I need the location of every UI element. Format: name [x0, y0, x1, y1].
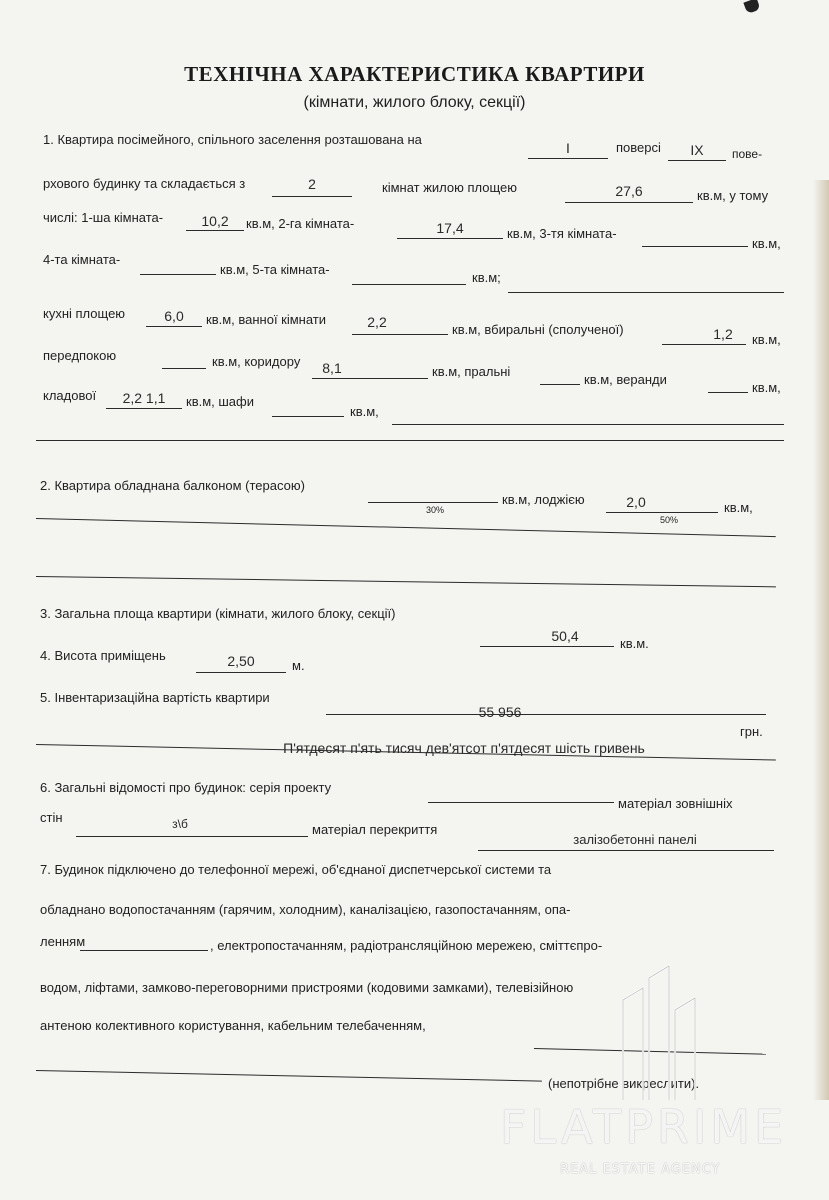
kitchen-line	[146, 326, 202, 327]
s7-footnote-line	[36, 1070, 542, 1082]
s7-line5: антеною колективного користування, кабельним телебаченням,	[40, 1018, 426, 1033]
heating-line	[80, 950, 208, 951]
closet-label: кв.м, шафи	[186, 394, 254, 409]
toilet-line	[662, 344, 746, 345]
closet-line	[272, 416, 344, 417]
height-unit: м.	[292, 658, 305, 673]
room2-label: кв.м, 2-га кімната-	[246, 216, 355, 231]
s2-line-b	[36, 576, 776, 587]
veranda-label: кв.м, веранди	[584, 372, 667, 387]
laundry-line	[540, 384, 580, 385]
room3-label: кв.м, 3-тя кімната-	[507, 226, 617, 241]
room4-line	[140, 274, 216, 275]
s1-closet-filler	[392, 424, 784, 425]
inventory-value-label: 5. Інвентаризаційна вартість квартири	[40, 690, 270, 705]
s1-line1-text: 1. Квартира посімейного, спільного заселення розташована на	[43, 132, 422, 147]
storage-label: кладової	[43, 388, 97, 403]
total-area-label: 3. Загальна площа квартири (кімнати, жилого блоку, секції)	[40, 606, 396, 621]
floor-value: I	[566, 140, 570, 156]
corridor-line	[312, 378, 428, 379]
rooms-label: кімнат жилою площею	[382, 180, 518, 195]
toilet-value: 1,2	[713, 326, 733, 342]
series-line	[428, 802, 614, 803]
inventory-currency: грн.	[740, 724, 763, 739]
floors-material-line	[478, 850, 774, 851]
page-edge-stain	[813, 180, 829, 1100]
living-area-unit: кв.м, у тому	[697, 188, 769, 203]
s7-footnote: (непотрібне викреслити).	[548, 1076, 700, 1091]
rooms-value: 2	[308, 176, 316, 192]
watermark-building-logo-icon	[613, 960, 703, 1100]
inventory-value: 55 956	[478, 704, 522, 720]
floor-label: поверсі	[616, 140, 661, 155]
s1-end-line	[36, 440, 784, 441]
bath-label: кв.м, ванної кімнати	[206, 312, 327, 327]
s7-line1: 7. Будинок підключено до телефонної мережі, об'єднаної диспетчерської системи та	[40, 862, 552, 877]
s7-line3b: , електропостачанням, радіотрансляційною мережею, сміттєпро-	[210, 938, 603, 953]
document-subtitle: (кімнати, жилого блоку, секції)	[303, 94, 526, 111]
living-area-line	[565, 202, 693, 203]
room4-label: 4-та кімната-	[43, 252, 121, 267]
storage-line	[106, 408, 182, 409]
toilet-unit: кв.м,	[752, 332, 781, 347]
room2-value: 17,4	[436, 220, 464, 236]
hall-line	[162, 368, 206, 369]
loggia-line	[606, 512, 718, 513]
walls-value: з\б	[172, 817, 188, 831]
room2-line	[397, 238, 503, 239]
balcony-pct: 30%	[426, 505, 445, 515]
loggia-unit: кв.м,	[724, 500, 753, 515]
loggia-pct: 50%	[660, 515, 679, 525]
balcony-label: 2. Квартира обладнана балконом (терасою)	[40, 478, 305, 493]
room5-line	[352, 284, 466, 285]
storage-value: 2,2 1,1	[122, 390, 166, 406]
floors-material-value: залізобетонні панелі	[573, 832, 697, 847]
toilet-label: кв.м, вбиральні (сполученої)	[452, 322, 624, 337]
walls-line	[76, 836, 308, 837]
floor-line	[528, 158, 608, 159]
room5-label: кв.м, 5-та кімната-	[220, 262, 330, 277]
closet-unit: кв.м,	[350, 404, 379, 419]
laundry-label: кв.м, пральні	[432, 364, 511, 379]
veranda-line	[708, 392, 748, 393]
room1-line	[186, 230, 244, 231]
rooms-line	[272, 196, 352, 197]
loggia-value: 2,0	[626, 494, 646, 510]
walls-label-a: матеріал зовнішніх	[618, 796, 733, 811]
kitchen-label: кухні площею	[43, 306, 126, 321]
room3-unit: кв.м,	[752, 236, 781, 251]
s7-line2: обладнано водопостачанням (гарячим, холодним), каналізацією, газопостачанням, опа-	[40, 902, 571, 917]
loggia-label: кв.м, лоджією	[502, 492, 585, 507]
s1-line2-text: рхового будинку та складається з	[43, 176, 246, 191]
total-area-line	[480, 646, 614, 647]
s7-line3a: ленням	[40, 934, 86, 949]
kitchen-value: 6,0	[164, 308, 184, 324]
corridor-value: 8,1	[322, 360, 342, 376]
veranda-unit: кв.м,	[752, 380, 781, 395]
inventory-value-words: П'ятдесят п'ять тисяч дев'ятсот п'ятдесят шість гривень	[283, 740, 645, 756]
height-label: 4. Висота приміщень	[40, 648, 166, 663]
total-area-unit: кв.м.	[620, 636, 649, 651]
room5-unit: кв.м;	[472, 270, 501, 285]
watermark-brand: FLATPRIME	[500, 1100, 788, 1154]
walls-label-b: стін	[40, 810, 63, 825]
watermark-tagline: REAL ESTATE AGENCY	[560, 1162, 721, 1177]
series-label: 6. Загальні відомості про будинок: серія проекту	[40, 780, 332, 795]
floors-total-value: IX	[690, 142, 704, 158]
s7-line4: водом, ліфтами, замково-переговорними пристроями (кодовими замками), телевізійною	[40, 980, 574, 995]
floor-suffix: пове-	[732, 147, 763, 161]
document-title: ТЕХНІЧНА ХАРАКТЕРИСТИКА КВАРТИРИ	[184, 62, 645, 86]
bath-value: 2,2	[367, 314, 387, 330]
total-area-value: 50,4	[551, 628, 579, 644]
corridor-label: кв.м, коридору	[212, 354, 301, 369]
room1-value: 10,2	[201, 213, 229, 229]
room3-line	[642, 246, 748, 247]
height-value: 2,50	[227, 653, 255, 669]
floors-total-line	[668, 160, 726, 161]
balcony-line	[368, 502, 498, 503]
s1-line4-filler	[508, 292, 784, 293]
living-area-value: 27,6	[615, 183, 643, 199]
height-line	[196, 672, 286, 673]
room1-label: числі: 1-ша кімната-	[43, 210, 164, 225]
bath-line	[352, 334, 448, 335]
page-corner-mark	[743, 0, 760, 14]
hall-label: передпокою	[43, 348, 117, 363]
floors-material-label: матеріал перекриття	[312, 822, 438, 837]
